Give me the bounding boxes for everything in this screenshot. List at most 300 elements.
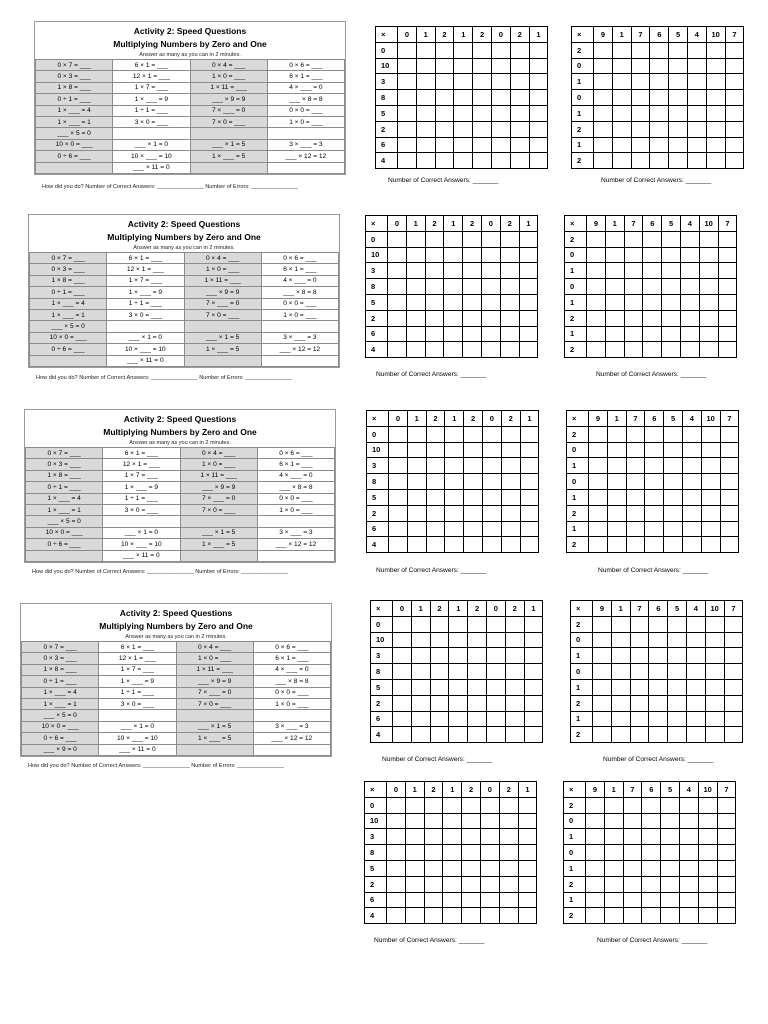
answer-cell[interactable] <box>482 505 501 521</box>
answer-cell[interactable] <box>388 310 407 326</box>
answer-cell[interactable] <box>505 664 524 680</box>
answer-cell[interactable] <box>424 892 443 908</box>
answer-cell[interactable] <box>393 632 412 648</box>
answer-cell[interactable] <box>705 679 724 695</box>
answer-cell[interactable] <box>435 153 454 169</box>
answer-cell[interactable] <box>454 121 473 137</box>
answer-cell[interactable] <box>586 845 605 861</box>
answer-cell[interactable] <box>510 58 529 74</box>
answer-cell[interactable] <box>411 695 430 711</box>
answer-cell[interactable] <box>594 90 613 106</box>
answer-cell[interactable] <box>524 664 543 680</box>
answer-cell[interactable] <box>393 711 412 727</box>
answer-cell[interactable] <box>482 489 501 505</box>
answer-cell[interactable] <box>524 727 543 743</box>
answer-cell[interactable] <box>501 489 520 505</box>
answer-cell[interactable] <box>643 294 662 310</box>
answer-cell[interactable] <box>486 648 505 664</box>
answer-cell[interactable] <box>445 442 464 458</box>
answer-cell[interactable] <box>669 105 688 121</box>
answer-cell[interactable] <box>425 231 444 247</box>
answer-cell[interactable] <box>491 58 510 74</box>
answer-cell[interactable] <box>424 908 443 924</box>
answer-cell[interactable] <box>594 74 613 90</box>
answer-cell[interactable] <box>500 279 519 295</box>
answer-cell[interactable] <box>623 876 642 892</box>
answer-cell[interactable] <box>464 474 483 490</box>
answer-cell[interactable] <box>468 679 487 695</box>
answer-cell[interactable] <box>389 442 408 458</box>
answer-cell[interactable] <box>611 727 630 743</box>
answer-cell[interactable] <box>464 521 483 537</box>
answer-cell[interactable] <box>611 632 630 648</box>
answer-cell[interactable] <box>612 153 631 169</box>
answer-cell[interactable] <box>611 679 630 695</box>
answer-cell[interactable] <box>725 105 744 121</box>
answer-cell[interactable] <box>480 892 499 908</box>
answer-cell[interactable] <box>717 892 736 908</box>
answer-cell[interactable] <box>443 860 462 876</box>
answer-cell[interactable] <box>624 326 643 342</box>
answer-cell[interactable] <box>416 90 435 106</box>
answer-cell[interactable] <box>524 648 543 664</box>
answer-cell[interactable] <box>668 727 687 743</box>
answer-cell[interactable] <box>425 326 444 342</box>
answer-cell[interactable] <box>725 137 744 153</box>
answer-cell[interactable] <box>519 263 538 279</box>
answer-cell[interactable] <box>664 489 683 505</box>
answer-cell[interactable] <box>724 695 743 711</box>
answer-cell[interactable] <box>626 489 645 505</box>
answer-cell[interactable] <box>623 829 642 845</box>
answer-cell[interactable] <box>510 74 529 90</box>
answer-cell[interactable] <box>473 58 492 74</box>
answer-cell[interactable] <box>388 326 407 342</box>
answer-cell[interactable] <box>406 279 425 295</box>
answer-cell[interactable] <box>463 279 482 295</box>
answer-cell[interactable] <box>645 537 664 553</box>
answer-cell[interactable] <box>587 326 606 342</box>
answer-cell[interactable] <box>425 247 444 263</box>
answer-cell[interactable] <box>454 74 473 90</box>
answer-cell[interactable] <box>445 426 464 442</box>
answer-cell[interactable] <box>491 42 510 58</box>
answer-cell[interactable] <box>686 648 705 664</box>
answer-cell[interactable] <box>698 876 717 892</box>
answer-cell[interactable] <box>706 74 725 90</box>
answer-cell[interactable] <box>426 474 445 490</box>
answer-cell[interactable] <box>462 908 481 924</box>
answer-cell[interactable] <box>444 247 463 263</box>
answer-cell[interactable] <box>501 537 520 553</box>
answer-cell[interactable] <box>586 797 605 813</box>
answer-cell[interactable] <box>630 711 649 727</box>
answer-cell[interactable] <box>411 664 430 680</box>
answer-cell[interactable] <box>593 695 612 711</box>
answer-cell[interactable] <box>519 310 538 326</box>
answer-cell[interactable] <box>664 458 683 474</box>
answer-cell[interactable] <box>499 829 518 845</box>
answer-cell[interactable] <box>406 247 425 263</box>
answer-cell[interactable] <box>529 121 548 137</box>
answer-cell[interactable] <box>529 42 548 58</box>
answer-cell[interactable] <box>406 231 425 247</box>
answer-cell[interactable] <box>424 876 443 892</box>
answer-cell[interactable] <box>680 263 699 279</box>
answer-cell[interactable] <box>510 153 529 169</box>
answer-cell[interactable] <box>687 58 706 74</box>
answer-cell[interactable] <box>661 797 680 813</box>
answer-cell[interactable] <box>587 231 606 247</box>
answer-cell[interactable] <box>705 648 724 664</box>
answer-cell[interactable] <box>407 505 426 521</box>
answer-cell[interactable] <box>604 845 623 861</box>
answer-cell[interactable] <box>630 727 649 743</box>
answer-cell[interactable] <box>612 58 631 74</box>
answer-cell[interactable] <box>454 105 473 121</box>
answer-cell[interactable] <box>593 648 612 664</box>
answer-cell[interactable] <box>649 648 668 664</box>
answer-cell[interactable] <box>687 90 706 106</box>
answer-cell[interactable] <box>501 474 520 490</box>
answer-cell[interactable] <box>501 505 520 521</box>
answer-cell[interactable] <box>706 137 725 153</box>
answer-cell[interactable] <box>486 632 505 648</box>
answer-cell[interactable] <box>435 90 454 106</box>
answer-cell[interactable] <box>720 537 739 553</box>
answer-cell[interactable] <box>464 426 483 442</box>
answer-cell[interactable] <box>454 58 473 74</box>
answer-cell[interactable] <box>449 695 468 711</box>
answer-cell[interactable] <box>682 489 701 505</box>
answer-cell[interactable] <box>449 648 468 664</box>
answer-cell[interactable] <box>664 426 683 442</box>
answer-cell[interactable] <box>701 489 720 505</box>
answer-cell[interactable] <box>524 679 543 695</box>
answer-cell[interactable] <box>680 231 699 247</box>
answer-cell[interactable] <box>604 797 623 813</box>
answer-cell[interactable] <box>668 632 687 648</box>
answer-cell[interactable] <box>679 845 698 861</box>
answer-cell[interactable] <box>593 727 612 743</box>
answer-cell[interactable] <box>393 648 412 664</box>
answer-cell[interactable] <box>604 813 623 829</box>
answer-cell[interactable] <box>649 727 668 743</box>
answer-cell[interactable] <box>462 860 481 876</box>
answer-cell[interactable] <box>443 829 462 845</box>
answer-cell[interactable] <box>605 310 624 326</box>
answer-cell[interactable] <box>407 521 426 537</box>
answer-cell[interactable] <box>725 42 744 58</box>
answer-cell[interactable] <box>393 695 412 711</box>
answer-cell[interactable] <box>389 458 408 474</box>
answer-cell[interactable] <box>631 137 650 153</box>
answer-cell[interactable] <box>642 860 661 876</box>
answer-cell[interactable] <box>491 105 510 121</box>
answer-cell[interactable] <box>411 632 430 648</box>
answer-cell[interactable] <box>594 58 613 74</box>
answer-cell[interactable] <box>587 247 606 263</box>
answer-cell[interactable] <box>686 632 705 648</box>
answer-cell[interactable] <box>594 105 613 121</box>
answer-cell[interactable] <box>416 153 435 169</box>
answer-cell[interactable] <box>443 813 462 829</box>
answer-cell[interactable] <box>480 908 499 924</box>
answer-cell[interactable] <box>607 521 626 537</box>
answer-cell[interactable] <box>501 521 520 537</box>
answer-cell[interactable] <box>705 664 724 680</box>
answer-cell[interactable] <box>411 648 430 664</box>
answer-cell[interactable] <box>481 231 500 247</box>
answer-cell[interactable] <box>529 58 548 74</box>
answer-cell[interactable] <box>500 247 519 263</box>
answer-cell[interactable] <box>481 326 500 342</box>
answer-cell[interactable] <box>387 908 406 924</box>
answer-cell[interactable] <box>510 121 529 137</box>
answer-cell[interactable] <box>661 829 680 845</box>
answer-cell[interactable] <box>623 860 642 876</box>
answer-cell[interactable] <box>393 679 412 695</box>
answer-cell[interactable] <box>626 505 645 521</box>
answer-cell[interactable] <box>699 231 718 247</box>
answer-cell[interactable] <box>499 845 518 861</box>
answer-cell[interactable] <box>662 231 681 247</box>
answer-cell[interactable] <box>680 326 699 342</box>
answer-cell[interactable] <box>444 326 463 342</box>
answer-cell[interactable] <box>725 121 744 137</box>
answer-cell[interactable] <box>444 279 463 295</box>
answer-cell[interactable] <box>518 860 537 876</box>
answer-cell[interactable] <box>724 679 743 695</box>
answer-cell[interactable] <box>464 458 483 474</box>
answer-cell[interactable] <box>482 426 501 442</box>
answer-cell[interactable] <box>398 74 417 90</box>
answer-cell[interactable] <box>491 90 510 106</box>
answer-cell[interactable] <box>624 342 643 358</box>
answer-cell[interactable] <box>389 521 408 537</box>
answer-cell[interactable] <box>720 521 739 537</box>
answer-cell[interactable] <box>631 90 650 106</box>
answer-cell[interactable] <box>518 845 537 861</box>
answer-cell[interactable] <box>462 876 481 892</box>
answer-cell[interactable] <box>463 231 482 247</box>
answer-cell[interactable] <box>699 294 718 310</box>
answer-cell[interactable] <box>425 342 444 358</box>
answer-cell[interactable] <box>486 711 505 727</box>
answer-cell[interactable] <box>642 892 661 908</box>
answer-cell[interactable] <box>389 537 408 553</box>
answer-cell[interactable] <box>468 648 487 664</box>
answer-cell[interactable] <box>705 616 724 632</box>
answer-cell[interactable] <box>604 876 623 892</box>
answer-cell[interactable] <box>424 813 443 829</box>
answer-cell[interactable] <box>698 813 717 829</box>
answer-cell[interactable] <box>480 829 499 845</box>
answer-cell[interactable] <box>445 537 464 553</box>
answer-cell[interactable] <box>643 263 662 279</box>
answer-cell[interactable] <box>661 876 680 892</box>
answer-cell[interactable] <box>411 711 430 727</box>
answer-cell[interactable] <box>520 505 539 521</box>
answer-cell[interactable] <box>631 153 650 169</box>
answer-cell[interactable] <box>650 58 669 74</box>
answer-cell[interactable] <box>443 797 462 813</box>
answer-cell[interactable] <box>416 58 435 74</box>
answer-cell[interactable] <box>701 505 720 521</box>
answer-cell[interactable] <box>650 90 669 106</box>
answer-cell[interactable] <box>505 695 524 711</box>
answer-cell[interactable] <box>607 537 626 553</box>
answer-cell[interactable] <box>724 648 743 664</box>
answer-cell[interactable] <box>510 137 529 153</box>
answer-cell[interactable] <box>720 426 739 442</box>
answer-cell[interactable] <box>468 727 487 743</box>
answer-cell[interactable] <box>398 90 417 106</box>
answer-cell[interactable] <box>706 42 725 58</box>
answer-cell[interactable] <box>605 342 624 358</box>
answer-cell[interactable] <box>626 521 645 537</box>
answer-cell[interactable] <box>518 908 537 924</box>
answer-cell[interactable] <box>631 121 650 137</box>
answer-cell[interactable] <box>445 458 464 474</box>
answer-cell[interactable] <box>642 829 661 845</box>
answer-cell[interactable] <box>480 876 499 892</box>
answer-cell[interactable] <box>416 137 435 153</box>
answer-cell[interactable] <box>624 231 643 247</box>
answer-cell[interactable] <box>406 263 425 279</box>
answer-cell[interactable] <box>505 648 524 664</box>
answer-cell[interactable] <box>443 845 462 861</box>
answer-cell[interactable] <box>589 537 608 553</box>
answer-cell[interactable] <box>680 294 699 310</box>
answer-cell[interactable] <box>387 797 406 813</box>
answer-cell[interactable] <box>519 294 538 310</box>
answer-cell[interactable] <box>473 121 492 137</box>
answer-cell[interactable] <box>725 153 744 169</box>
answer-cell[interactable] <box>701 521 720 537</box>
answer-cell[interactable] <box>405 829 424 845</box>
answer-cell[interactable] <box>388 247 407 263</box>
answer-cell[interactable] <box>529 74 548 90</box>
answer-cell[interactable] <box>631 105 650 121</box>
answer-cell[interactable] <box>661 845 680 861</box>
answer-cell[interactable] <box>520 458 539 474</box>
answer-cell[interactable] <box>623 908 642 924</box>
answer-cell[interactable] <box>426 426 445 442</box>
answer-cell[interactable] <box>510 105 529 121</box>
answer-cell[interactable] <box>687 42 706 58</box>
answer-cell[interactable] <box>520 537 539 553</box>
answer-cell[interactable] <box>717 860 736 876</box>
answer-cell[interactable] <box>486 664 505 680</box>
answer-cell[interactable] <box>706 90 725 106</box>
answer-cell[interactable] <box>720 474 739 490</box>
answer-cell[interactable] <box>424 860 443 876</box>
answer-cell[interactable] <box>464 489 483 505</box>
answer-cell[interactable] <box>668 711 687 727</box>
answer-cell[interactable] <box>411 616 430 632</box>
answer-cell[interactable] <box>682 505 701 521</box>
answer-cell[interactable] <box>430 648 449 664</box>
answer-cell[interactable] <box>518 829 537 845</box>
answer-cell[interactable] <box>650 42 669 58</box>
answer-cell[interactable] <box>406 310 425 326</box>
answer-cell[interactable] <box>426 505 445 521</box>
answer-cell[interactable] <box>686 695 705 711</box>
answer-cell[interactable] <box>388 294 407 310</box>
answer-cell[interactable] <box>724 664 743 680</box>
answer-cell[interactable] <box>679 813 698 829</box>
answer-cell[interactable] <box>725 90 744 106</box>
answer-cell[interactable] <box>501 458 520 474</box>
answer-cell[interactable] <box>425 294 444 310</box>
answer-cell[interactable] <box>491 137 510 153</box>
answer-cell[interactable] <box>529 153 548 169</box>
answer-cell[interactable] <box>718 326 737 342</box>
answer-cell[interactable] <box>443 908 462 924</box>
answer-cell[interactable] <box>720 458 739 474</box>
answer-cell[interactable] <box>680 279 699 295</box>
answer-cell[interactable] <box>682 521 701 537</box>
answer-cell[interactable] <box>482 458 501 474</box>
answer-cell[interactable] <box>430 711 449 727</box>
answer-cell[interactable] <box>605 279 624 295</box>
answer-cell[interactable] <box>529 105 548 121</box>
answer-cell[interactable] <box>593 664 612 680</box>
answer-cell[interactable] <box>443 876 462 892</box>
answer-cell[interactable] <box>686 664 705 680</box>
answer-cell[interactable] <box>669 153 688 169</box>
answer-cell[interactable] <box>520 426 539 442</box>
answer-cell[interactable] <box>449 727 468 743</box>
answer-cell[interactable] <box>631 42 650 58</box>
answer-cell[interactable] <box>524 616 543 632</box>
answer-cell[interactable] <box>426 521 445 537</box>
answer-cell[interactable] <box>718 342 737 358</box>
answer-cell[interactable] <box>668 679 687 695</box>
answer-cell[interactable] <box>662 294 681 310</box>
answer-cell[interactable] <box>416 121 435 137</box>
answer-cell[interactable] <box>524 711 543 727</box>
answer-cell[interactable] <box>426 537 445 553</box>
answer-cell[interactable] <box>594 121 613 137</box>
answer-cell[interactable] <box>406 342 425 358</box>
answer-cell[interactable] <box>519 279 538 295</box>
answer-cell[interactable] <box>529 137 548 153</box>
answer-cell[interactable] <box>706 121 725 137</box>
answer-cell[interactable] <box>718 263 737 279</box>
answer-cell[interactable] <box>724 727 743 743</box>
answer-cell[interactable] <box>435 42 454 58</box>
answer-cell[interactable] <box>605 247 624 263</box>
answer-cell[interactable] <box>682 442 701 458</box>
answer-cell[interactable] <box>398 105 417 121</box>
answer-cell[interactable] <box>626 426 645 442</box>
answer-cell[interactable] <box>593 616 612 632</box>
answer-cell[interactable] <box>645 505 664 521</box>
answer-cell[interactable] <box>645 458 664 474</box>
answer-cell[interactable] <box>645 442 664 458</box>
answer-cell[interactable] <box>645 474 664 490</box>
answer-cell[interactable] <box>444 294 463 310</box>
answer-cell[interactable] <box>643 279 662 295</box>
answer-cell[interactable] <box>518 797 537 813</box>
answer-cell[interactable] <box>626 474 645 490</box>
answer-cell[interactable] <box>499 860 518 876</box>
answer-cell[interactable] <box>612 137 631 153</box>
answer-cell[interactable] <box>520 474 539 490</box>
answer-cell[interactable] <box>500 231 519 247</box>
